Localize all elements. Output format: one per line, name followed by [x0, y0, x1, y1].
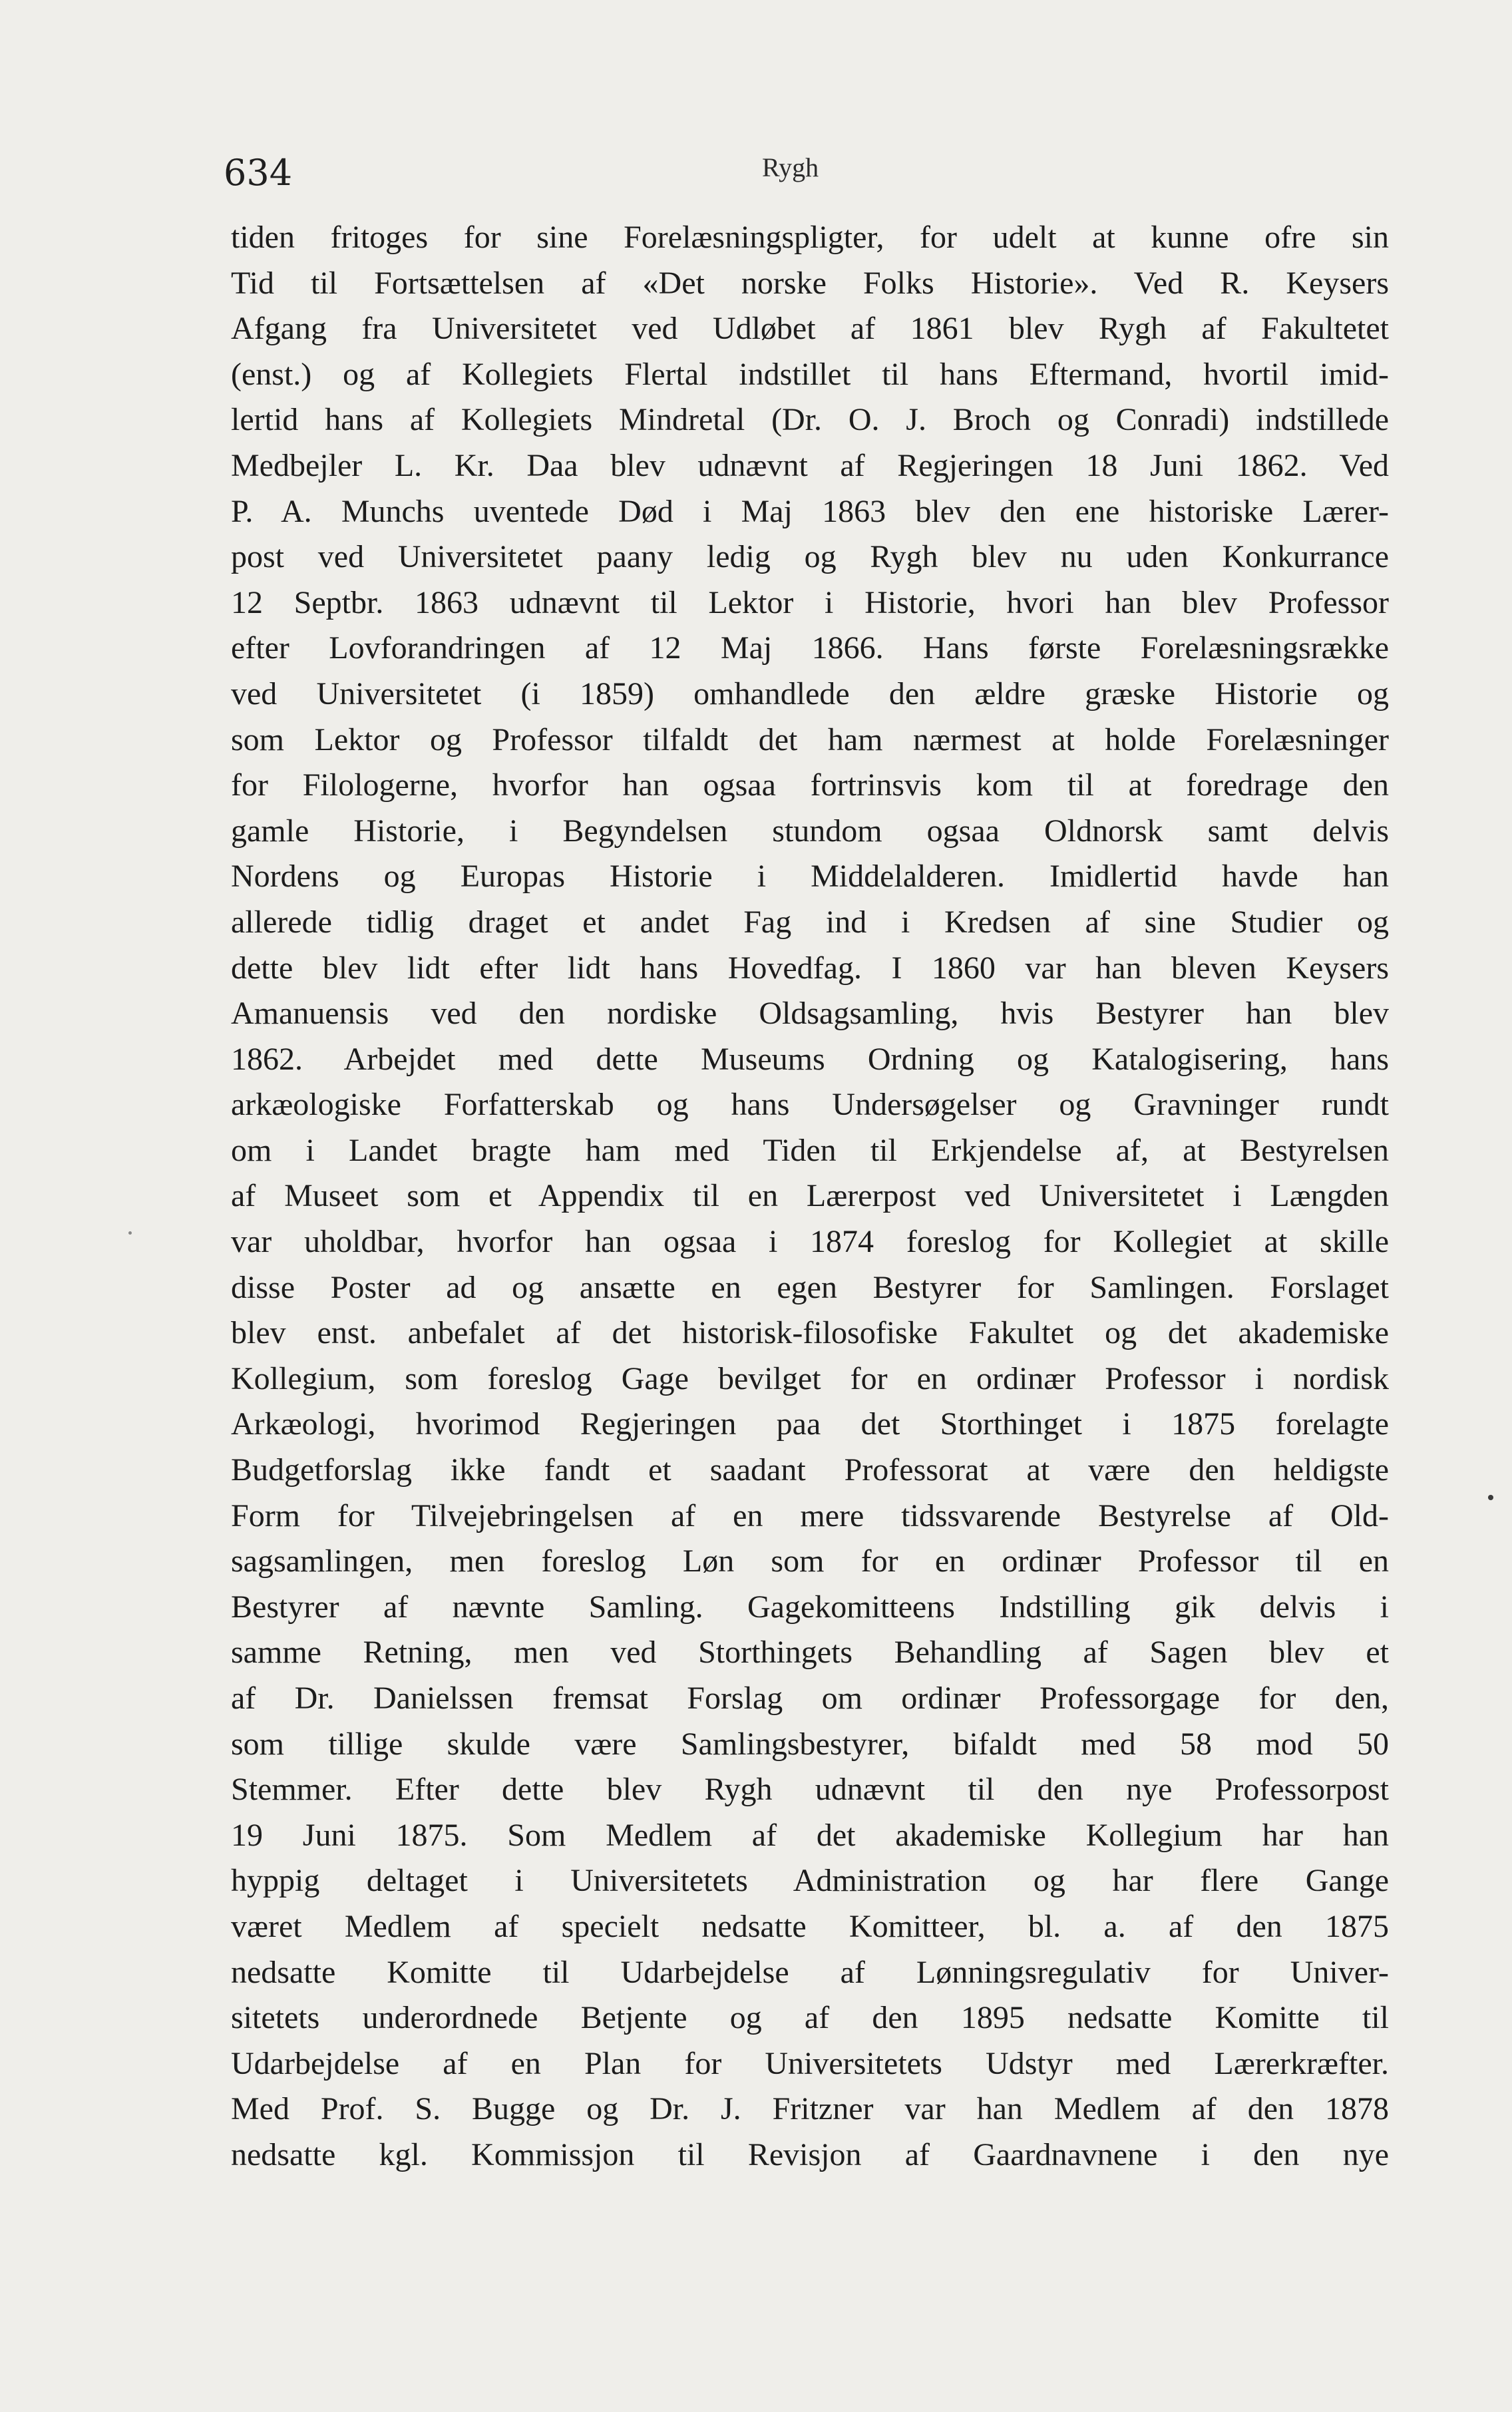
text-line: af Museet som et Appendix til en Lærerpost ved Universitetet i Længden	[231, 1178, 1389, 1214]
text-line: Amanuensis ved den nordiske Oldsagsamling, hvis Bestyrer han blev	[231, 996, 1389, 1032]
text-line: P. A. Munchs uventede Død i Maj 1863 blev den ene historiske Lærer-	[231, 493, 1389, 529]
text-line: Form for Tilvejebringelsen af en mere tidssvarende Bestyrelse af Old-	[231, 1498, 1389, 1533]
text-line: lertid hans af Kollegiets Mindretal (Dr. O. J. Broch og Conradi) indstillede	[231, 402, 1389, 438]
text-line: var uholdbar, hvorfor han ogsaa i 1874 foreslog for Kollegiet at skille	[231, 1224, 1389, 1260]
text-line: gamle Historie, i Begyndelsen stundom ogsaa Oldnorsk samt delvis	[231, 813, 1389, 849]
text-line: ved Universitetet (i 1859) omhandlede den ældre græske Historie og	[231, 676, 1389, 711]
text-line: Medbejler L. Kr. Daa blev udnævnt af Regjeringen 18 Juni 1862. Ved	[231, 447, 1389, 483]
text-line: arkæologiske Forfatterskab og hans Undersøgelser og Gravninger rundt	[231, 1087, 1389, 1123]
text-line: Afgang fra Universitetet ved Udløbet af 1861 blev Rygh af Fakultetet	[231, 311, 1389, 347]
text-line: for Filologerne, hvorfor han ogsaa fortrinsvis kom til at foredrage den	[231, 767, 1389, 803]
running-head: Rygh	[762, 152, 819, 182]
page-number: 634	[224, 152, 293, 194]
text-line: Budgetforslag ikke fandt et saadant Professorat at være den heldigste	[231, 1452, 1389, 1488]
text-line: Med Prof. S. Bugge og Dr. J. Fritzner var han Medlem af den 1878	[231, 2091, 1389, 2127]
text-line: allerede tidlig draget et andet Fag ind i Kredsen af sine Studier og	[231, 904, 1389, 940]
page-header	[0, 150, 1512, 196]
text-line: blev enst. anbefalet af det historisk-filosofiske Fakultet og det akademiske	[231, 1315, 1389, 1351]
text-line: sitetets underordnede Betjente og af den 1895 nedsatte Komitte til	[231, 2000, 1389, 2036]
text-line: været Medlem af specielt nedsatte Komitteer, bl. a. af den 1875	[231, 1908, 1389, 1944]
text-line: Nordens og Europas Historie i Middelalderen. Imidlertid havde han	[231, 859, 1389, 895]
text-line: 19 Juni 1875. Som Medlem af det akademiske Kollegium har han	[231, 1817, 1389, 1853]
text-line: som Lektor og Professor tilfaldt det ham nærmest at holde Forelæsninger	[231, 721, 1389, 757]
text-line: hyppig deltaget i Universitetets Administration og har flere Gange	[231, 1863, 1389, 1899]
text-line: disse Poster ad og ansætte en egen Bestyrer for Samlingen. Forslaget	[231, 1269, 1389, 1305]
body-text	[231, 215, 1389, 2178]
scan-speck	[128, 1231, 132, 1235]
text-line: Kollegium, som foreslog Gage bevilget for en ordinær Professor i nordisk	[231, 1360, 1389, 1396]
text-line: sagsamlingen, men foreslog Løn som for en ordinær Professor til en	[231, 1543, 1389, 1579]
text-line: efter Lovforandringen af 12 Maj 1866. Hans første Forelæsningsrække	[231, 630, 1389, 666]
text-line: post ved Universitetet paany ledig og Rygh blev nu uden Konkurrance	[231, 539, 1389, 575]
text-line: Stemmer. Efter dette blev Rygh udnævnt til den nye Professorpost	[231, 1772, 1389, 1808]
text-line: Tid til Fortsættelsen af «Det norske Folks Historie». Ved R. Keysers	[231, 265, 1389, 301]
text-line: nedsatte kgl. Kommissjon til Revisjon af Gaardnavnene i den nye	[231, 2136, 1389, 2172]
text-line: samme Retning, men ved Storthingets Behandling af Sagen blev et	[231, 1635, 1389, 1671]
scan-speck	[1488, 1495, 1493, 1500]
text-line: Bestyrer af nævnte Samling. Gagekomitteens Indstilling gik delvis i	[231, 1589, 1389, 1625]
text-line: Udarbejdelse af en Plan for Universitetets Udstyr med Lærerkræfter.	[231, 2045, 1389, 2081]
text-line: 1862. Arbejdet med dette Museums Ordning og Katalogisering, hans	[231, 1041, 1389, 1077]
text-line: (enst.) og af Kollegiets Flertal indstillet til hans Eftermand, hvortil imid-	[231, 356, 1389, 392]
text-line: om i Landet bragte ham med Tiden til Erkjendelse af, at Bestyrelsen	[231, 1132, 1389, 1168]
text-line: Arkæologi, hvorimod Regjeringen paa det Storthinget i 1875 forelagte	[231, 1406, 1389, 1442]
text-line: som tillige skulde være Samlingsbestyrer, bifaldt med 58 mod 50	[231, 1726, 1389, 1762]
text-line: af Dr. Danielssen fremsat Forslag om ordinær Professorgage for den,	[231, 1681, 1389, 1716]
text-line: dette blev lidt efter lidt hans Hovedfag. I 1860 var han bleven Keysers	[231, 950, 1389, 986]
text-line: 12 Septbr. 1863 udnævnt til Lektor i Historie, hvori han blev Professor	[231, 584, 1389, 620]
text-line: tiden fritoges for sine Forelæsningspligter, for udelt at kunne ofre sin	[231, 220, 1389, 255]
text-line: nedsatte Komitte til Udarbejdelse af Lønningsregulativ for Univer-	[231, 1954, 1389, 1990]
